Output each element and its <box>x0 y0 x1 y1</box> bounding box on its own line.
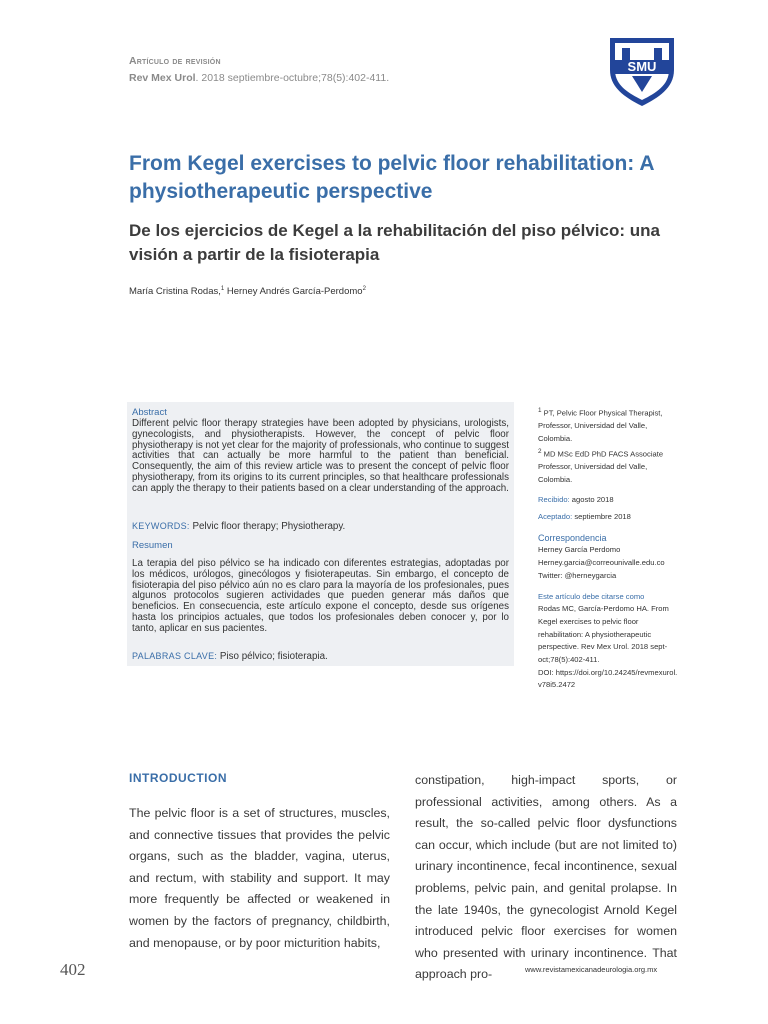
affiliation-2 <box>538 446 678 487</box>
keywords-label: KEYWORDS: <box>132 521 190 531</box>
correspondence-heading: Correspondencia <box>538 532 607 543</box>
accepted-value: septiembre 2018 <box>572 511 631 521</box>
authors <box>129 286 366 297</box>
correspondence-email[interactable]: Herney.garcia@correounivalle.edu.co <box>538 558 665 568</box>
logo-text: SMU <box>627 59 657 74</box>
abstract-keywords <box>132 516 345 534</box>
article-type: Artículo de revisión <box>129 55 221 67</box>
affiliation-2-sup: 2 <box>538 447 542 455</box>
doi-link[interactable]: DOI: https://doi.org/10.24245/revmexurol.v78i5.2472 <box>538 667 678 690</box>
palabras-clave-value: Piso pélvico; fisioterapia. <box>217 651 328 662</box>
intro-column-2: constipation, high-impact sports, or professional activities, among others. As a result, the so-called pelvic floor dysfunctions can occur, which include (but are not limited to) urinary incontinence, fecal incontinence, sexual problems, pelvic pain, and genital prolapse. In the late 1940s, the gynecologist Arnold Kegel introduced pelvic floor exercises for women who presented with urinary incontinence. That approach pro- <box>415 773 677 982</box>
title-english: From Kegel exercises to pelvic floor rehabilitation: A physiotherapeutic perspective <box>129 152 654 203</box>
received-date <box>538 494 678 507</box>
author-2: Herney Andrés García-Perdomo <box>224 286 363 298</box>
resumen-text: La terapia del piso pélvico se ha indicado con diferentes estrategias, adoptadas por los médicos, urólogos, ginecólogos y fisioterapeutas. Sin embargo, el concepto de fisioterapia del piso pélvico aún no es claro para la mayoría de los profesionales, pues algunos protocolos sugieren actividades que pueden generar más daños que beneficios. En consecuencia, este artículo expone el concepto, desde sus orígenes hasta los principios actuales, que todos los profesionales deben conocer y, por lo tanto, aplicar en sus pacientes. <box>132 558 509 634</box>
abstract-heading: Abstract <box>132 407 167 418</box>
received-value: agosto 2018 <box>569 495 614 505</box>
citation-details: . 2018 septiembre-octubre;78(5):402-411. <box>195 72 390 84</box>
affiliation-1-sup: 1 <box>538 407 542 414</box>
resumen-heading: Resumen <box>132 540 173 551</box>
correspondence-twitter[interactable]: Twitter: @herneygarcia <box>538 570 617 580</box>
palabras-clave-label: PALABRAS CLAVE: <box>132 651 218 661</box>
accepted-label: Aceptado: <box>538 511 573 521</box>
cite-text: Rodas MC, García-Perdomo HA. From Kegel exercises to pelvic floor rehabilitation: A physiotherapeutic perspective. Rev Mex Urol. 2018 sept-oct;78(5):402-411. <box>538 604 669 665</box>
cite-heading: Este artículo debe citarse como <box>538 591 645 601</box>
journal-url[interactable]: www.revistamexicanadeurologia.org.mx <box>525 965 658 974</box>
received-label: Recibido: <box>538 495 570 505</box>
article-sidebar <box>538 405 678 692</box>
author-1-sup: 1 <box>220 286 225 292</box>
affiliation-1-text: PT, Pelvic Floor Physical Therapist, Professor, Universidad del Valle, Colombia. <box>538 408 663 443</box>
introduction-heading: INTRODUCTION <box>129 771 227 785</box>
correspondence-name: Herney García Perdomo <box>538 545 621 555</box>
journal-citation <box>129 72 389 84</box>
keywords-value: Pelvic floor therapy; Physiotherapy. <box>189 521 346 532</box>
journal-name: Rev Mex Urol <box>129 72 196 84</box>
abstract-text: Different pelvic floor therapy strategies have been adopted by physicians, urologists, gynecologists, and physiotherapists. However, the concept of pelvic floor physiotherapy is not yet clear for the majority of professionals, who continue to suggest activities that can actually be more harmful to the patient than beneficial. Consequently, the aim of this review article was to present the concept of pelvic floor physiotherapy, from its origins to its current principles, so that healthcare professionals can apply the therapy to their patients based on a clear understanding of the approach. <box>132 418 509 494</box>
title-spanish: De los ejercicios de Kegel a la rehabilitación del piso pélvico: una visión a partir de la fisioterapia <box>129 221 660 264</box>
page-number: 402 <box>60 960 86 979</box>
smu-logo <box>606 36 678 108</box>
intro-column-1: The pelvic floor is a set of structures, muscles, and connective tissues that provides the pelvic organs, such as the bladder, vagina, uterus, and rectum, with stability and support. It may more frequently be affected or weakened in women by the factors of pregnancy, childbirth, and menopause, or by poor micturition habits, <box>129 806 390 950</box>
author-1: María Cristina Rodas, <box>129 286 221 298</box>
resumen-keywords <box>132 646 328 664</box>
affiliation-2-text: MD MSc EdD PhD FACS Associate Professor, Universidad del Valle, Colombia. <box>538 449 664 484</box>
affiliation-1 <box>538 405 678 446</box>
author-2-sup: 2 <box>362 286 366 292</box>
accepted-date <box>538 511 678 524</box>
